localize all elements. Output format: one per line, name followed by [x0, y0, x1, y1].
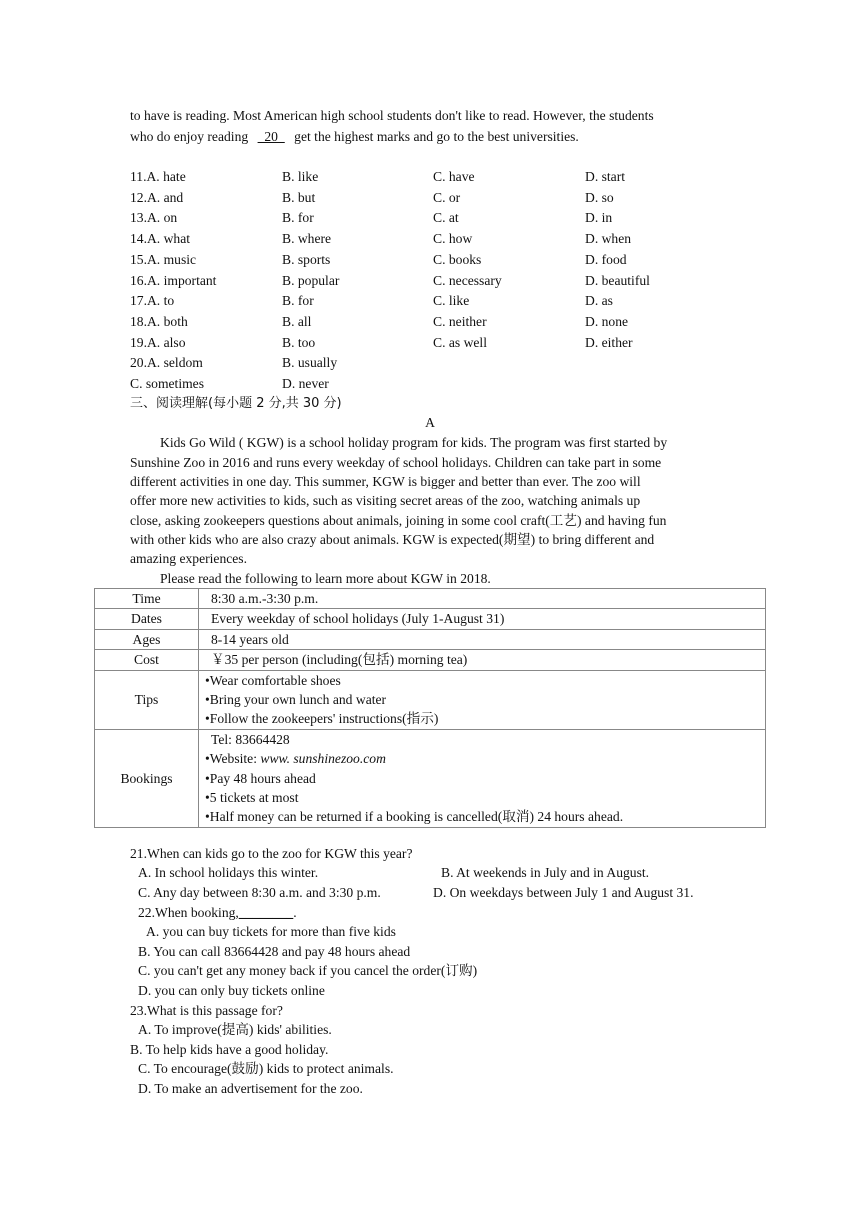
option-a: 14.A. what — [130, 231, 191, 247]
ages-value: 8-14 years old — [199, 629, 766, 649]
option-a: 12.A. and — [130, 189, 184, 205]
q23-option-c: C. To encourage(鼓励) kids to protect animals. — [138, 1061, 394, 1076]
tip-item: •Follow the zookeepers' instructions(指示) — [205, 711, 439, 727]
passage-line: with other kids who are also crazy about animals. KGW is expected(期望) to bring different and — [130, 532, 655, 547]
option-b: B. sports — [282, 251, 331, 267]
option-b: B. for — [282, 293, 314, 309]
option-c: C. necessary — [433, 272, 502, 288]
website-link[interactable]: www. sunshinezoo.com — [260, 751, 386, 767]
option-d: D. either — [585, 334, 633, 350]
option-d: D. when — [585, 231, 632, 247]
table-row-bookings — [95, 729, 766, 827]
passage-line: amazing experiences. — [130, 551, 247, 566]
q23-option-b: B. To help kids have a good holiday. — [130, 1042, 329, 1057]
tips-value — [199, 670, 766, 729]
option-c: C. like — [433, 293, 470, 309]
table-row-ages — [95, 629, 766, 649]
ages-label: Ages — [95, 629, 199, 649]
option-row — [130, 230, 750, 251]
tip-item: •Bring your own lunch and water — [205, 692, 387, 708]
option-c: C. have — [433, 169, 475, 184]
q21-option-c: C. Any day between 8:30 a.m. and 3:30 p.m. — [138, 885, 381, 900]
option-b: B. like — [282, 169, 319, 184]
q22-text: 22.When booking, — [138, 905, 239, 920]
option-row — [130, 189, 750, 210]
booking-rule: •5 tickets at most — [205, 790, 299, 806]
option-a: 17.A. to — [130, 293, 175, 309]
intro-line-2 — [130, 128, 579, 146]
bookings-tel: Tel: 83664428 — [211, 731, 290, 747]
q21-option-a: A. In school holidays this winter. — [138, 865, 319, 880]
option-b: B. all — [282, 313, 312, 329]
intro-line-1: to have is reading. Most American high school students don't like to read. However, the students — [130, 108, 654, 123]
option-row — [130, 292, 750, 313]
option-d: D. start — [585, 169, 626, 184]
option-d: D. in — [585, 210, 613, 226]
option-c: C. how — [433, 231, 473, 247]
q22-blank: ________ — [238, 905, 294, 920]
option-d: D. beautiful — [585, 272, 650, 288]
option-row — [130, 313, 750, 334]
q23-option-d: D. To make an advertisement for the zoo. — [138, 1081, 363, 1096]
option-b: B. where — [282, 231, 332, 247]
option-a: 13.A. on — [130, 210, 178, 226]
kgw-info-table — [94, 588, 766, 828]
option-d: D. so — [585, 189, 614, 205]
option-a: 11.A. hate — [130, 169, 186, 184]
booking-rule: •Pay 48 hours ahead — [205, 770, 316, 786]
question-23: 23.What is this passage for? — [130, 1003, 283, 1018]
q22-option-d: D. you can only buy tickets online — [138, 983, 325, 998]
q22-option-c: C. you can't get any money back if you cancel the order(订购) — [138, 963, 478, 978]
question-22 — [138, 904, 297, 922]
bookings-label: Bookings — [95, 729, 199, 827]
option-a: 15.A. music — [130, 251, 197, 267]
option-a: 19.A. also — [130, 334, 186, 350]
tip-item: •Wear comfortable shoes — [205, 672, 341, 688]
option-a: 18.A. both — [130, 313, 188, 329]
option-a: 20.A. seldom — [130, 355, 203, 371]
passage-line: close, asking zookeepers questions about animals, joining in some cool craft(工艺) and having fun — [130, 513, 667, 528]
option-c: C. as well — [433, 334, 487, 350]
option-a: C. sometimes — [130, 376, 205, 391]
option-b: D. never — [282, 376, 329, 391]
option-d: D. none — [585, 313, 629, 329]
q21-option-d: D. On weekdays between July 1 and August 31. — [433, 885, 694, 900]
cost-value: ￥35 per person (including(包括) morning tea) — [199, 650, 766, 670]
option-row — [130, 272, 750, 293]
option-row — [130, 354, 750, 375]
intro-line-2-after: get the highest marks and go to the best universities. — [294, 129, 579, 144]
intro-line-2-before: who do enjoy reading — [130, 129, 249, 144]
option-c: C. at — [433, 210, 459, 226]
option-row — [130, 375, 750, 396]
option-b: B. usually — [282, 355, 338, 371]
table-row-cost — [95, 650, 766, 670]
dates-value: Every weekday of school holidays (July 1-August 31) — [199, 609, 766, 629]
passage-line: different activities in one day. This summer, KGW is bigger and better than ever. The zoo will — [130, 474, 641, 489]
q21-option-b: B. At weekends in July and in August. — [441, 865, 650, 880]
bookings-value — [199, 729, 766, 827]
option-row — [130, 209, 750, 230]
option-b: B. popular — [282, 272, 340, 288]
dates-label: Dates — [95, 609, 199, 629]
table-row-tips — [95, 670, 766, 729]
table-row-dates — [95, 609, 766, 629]
time-label: Time — [95, 589, 199, 609]
bookings-website — [205, 749, 765, 768]
please-read-line: Please read the following to learn more about KGW in 2018. — [160, 571, 491, 586]
option-row — [130, 334, 750, 355]
cost-label: Cost — [95, 650, 199, 670]
option-c: C. books — [433, 251, 482, 267]
option-b: B. for — [282, 210, 314, 226]
option-row — [130, 168, 750, 189]
time-value: 8:30 a.m.-3:30 p.m. — [199, 589, 766, 609]
section-title: 三、阅读理解(每小题 2 分,共 30 分) — [130, 396, 342, 411]
option-c: C. neither — [433, 313, 487, 329]
option-c: C. or — [433, 189, 461, 205]
option-d: D. food — [585, 251, 627, 267]
blank-20: 20 — [257, 129, 285, 144]
passage-line: Kids Go Wild ( KGW) is a school holiday program for kids. The program was first started by — [160, 435, 668, 450]
booking-rule: •Half money can be returned if a booking is cancelled(取消) 24 hours ahead. — [205, 809, 624, 825]
option-d: D. as — [585, 293, 613, 309]
passage-line: offer more new activities to kids, such as visiting secret areas of the zoo, watching animals up — [130, 493, 641, 508]
q23-option-a: A. To improve(提高) kids' abilities. — [138, 1022, 332, 1037]
question-21: 21.When can kids go to the zoo for KGW this year? — [130, 846, 413, 861]
passage-letter: A — [425, 415, 435, 430]
tips-label: Tips — [95, 670, 199, 729]
q22-end: . — [293, 905, 297, 920]
q22-option-a: A. you can buy tickets for more than five kids — [146, 924, 396, 939]
option-a: 16.A. important — [130, 272, 217, 288]
option-b: B. too — [282, 334, 316, 350]
passage-line: Sunshine Zoo in 2016 and runs every weekday of school holidays. Children can take part in some — [130, 455, 662, 470]
table-row-time — [95, 589, 766, 609]
option-b: B. but — [282, 189, 316, 205]
q22-option-b: B. You can call 83664428 and pay 48 hours ahead — [138, 944, 411, 959]
website-prefix: •Website: — [205, 751, 261, 767]
option-row — [130, 251, 750, 272]
